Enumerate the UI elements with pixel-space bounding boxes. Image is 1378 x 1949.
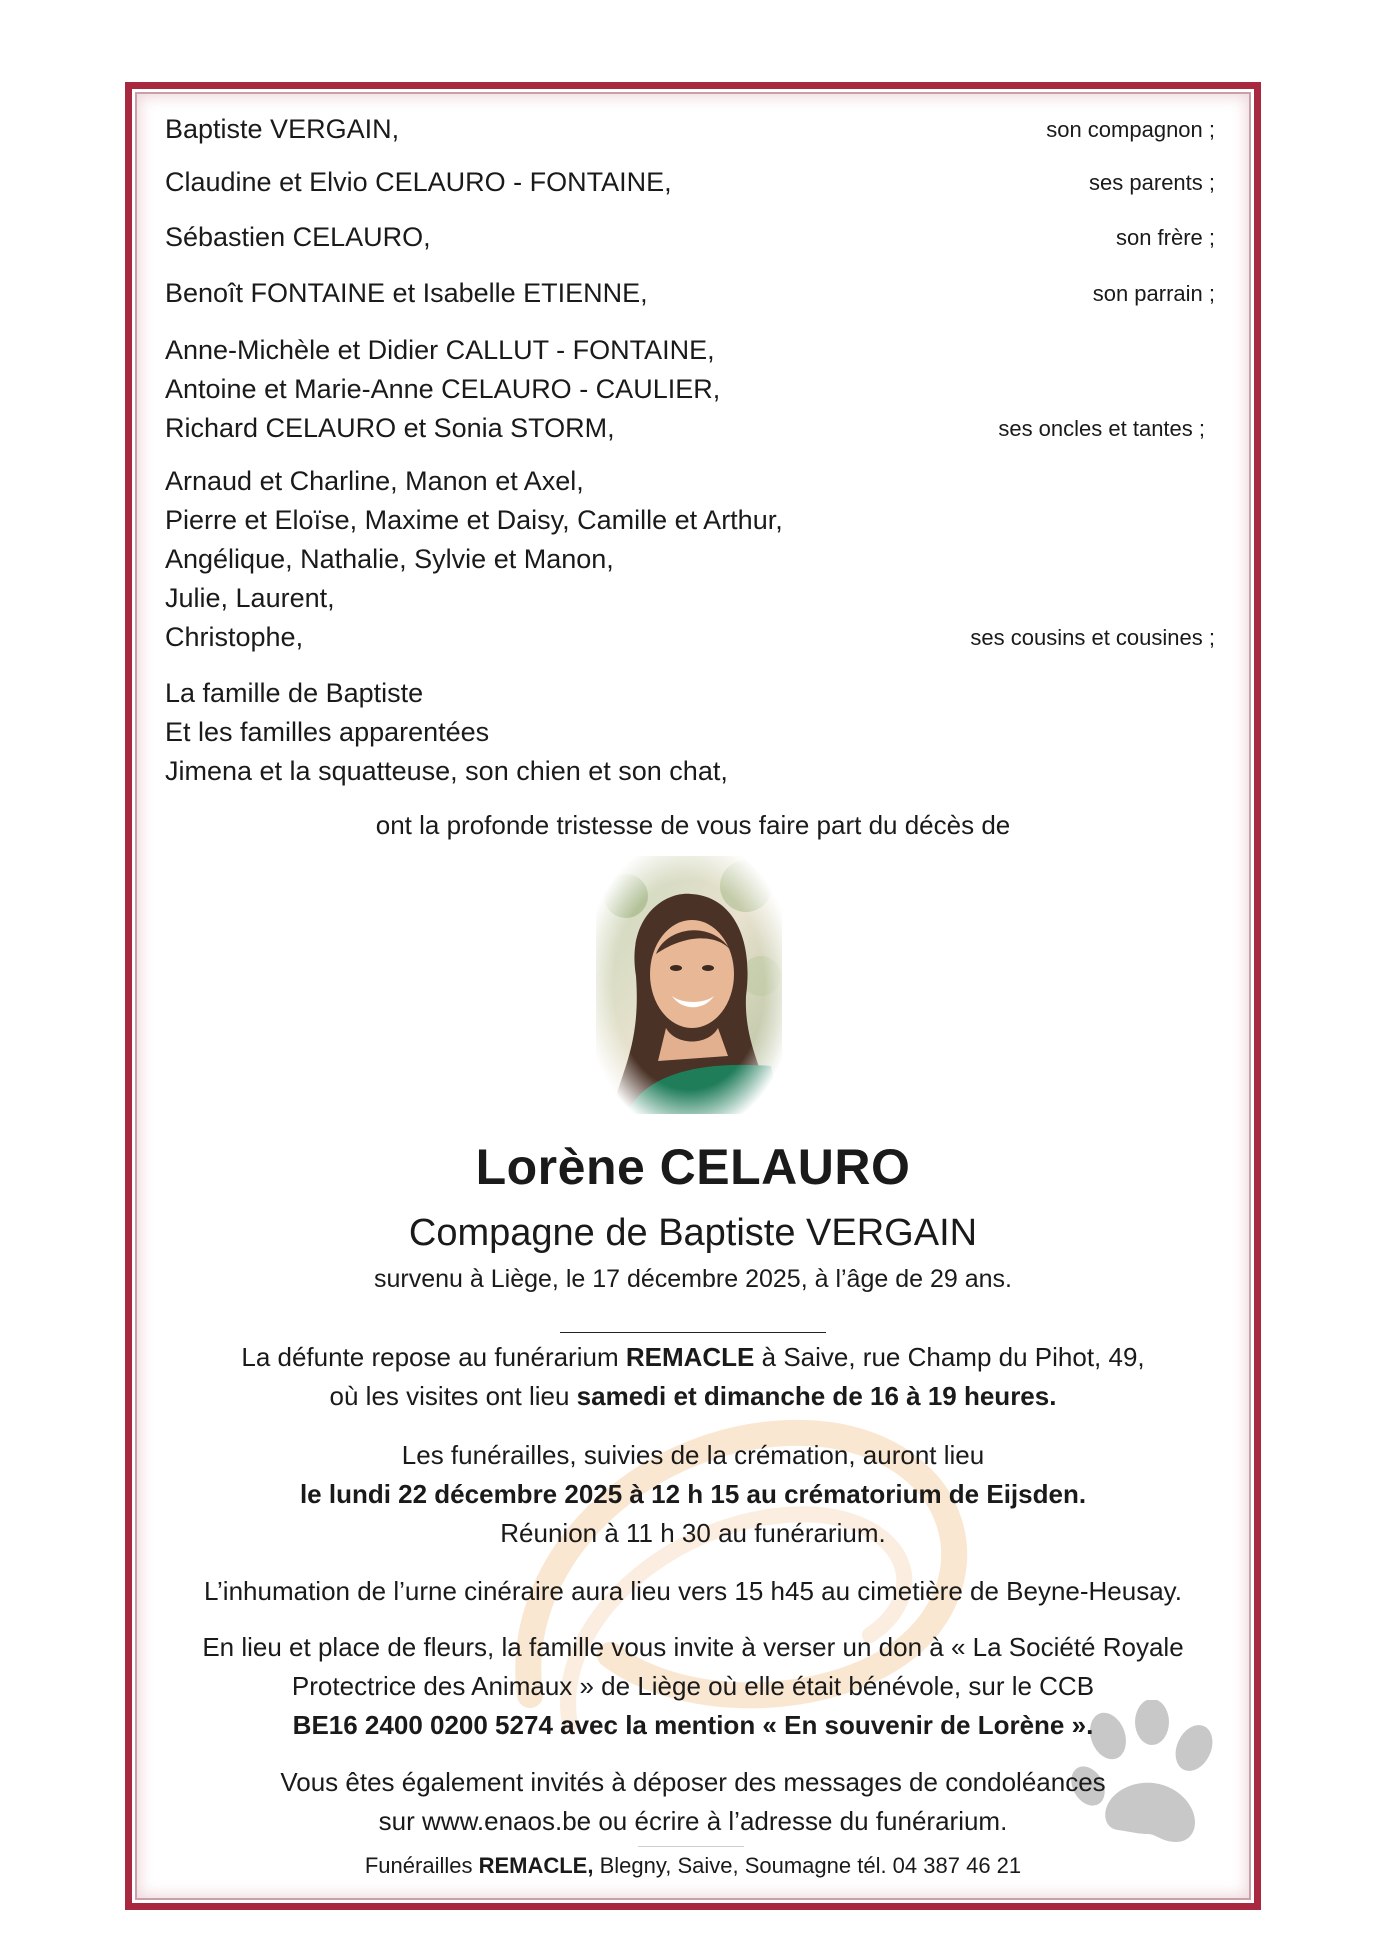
deceased-subtitle: Compagne de Baptiste VERGAIN: [408, 1212, 978, 1254]
family-name-line: Julie, Laurent,: [165, 583, 335, 613]
repose-paragraph: [125, 1338, 1261, 1416]
portrait-image: [596, 856, 782, 1114]
family-name-line: Claudine et Elvio CELAURO - FONTAINE,: [165, 167, 672, 197]
donation-line: Protectrice des Animaux » de Liège où elle était bénévole, sur le CCB: [291, 1671, 1095, 1701]
family-relation: ses cousins et cousines ;: [970, 625, 1215, 650]
portrait-photo: [596, 856, 782, 1114]
family-relation: son compagnon ;: [1046, 117, 1215, 142]
funeral-home-name: REMACLE: [625, 1342, 755, 1372]
family-name-line: Benoît FONTAINE et Isabelle ETIENNE,: [165, 278, 648, 308]
deceased-name: Lorène CELAURO: [475, 1139, 911, 1195]
donation-account: BE16 2400 0200 5274 avec la mention « En souvenir de Lorène ».: [292, 1710, 1094, 1740]
separator-line: [560, 1332, 826, 1333]
footer: [125, 1853, 1261, 1879]
family-name-line: Pierre et Eloïse, Maxime et Daisy, Camille et Arthur,: [165, 505, 783, 535]
family-name-line: Arnaud et Charline, Manon et Axel,: [165, 466, 584, 496]
family-row-others: [165, 674, 1215, 791]
funeral-meeting: Réunion à 11 h 30 au funérarium.: [500, 1518, 886, 1548]
repose-address: à Saive, rue Champ du Pihot, 49,: [754, 1342, 1145, 1372]
family-relation: ses oncles et tantes ;: [998, 416, 1205, 441]
funeral-intro: Les funérailles, suivies de la crémation, auront lieu: [401, 1440, 985, 1470]
family-relation: son frère ;: [1115, 225, 1215, 250]
footer-separator: [638, 1846, 744, 1847]
deceased-dates: survenu à Liège, le 17 décembre 2025, à l’âge de 29 ans.: [374, 1265, 1012, 1293]
family-relation: ses parents ;: [1089, 170, 1215, 195]
family-row-brother: [165, 218, 1215, 257]
family-row-cousins: [165, 462, 1215, 657]
family-name-line: Et les familles apparentées: [165, 717, 490, 747]
visits-text: où les visites ont lieu: [329, 1381, 577, 1411]
family-name-line: Richard CELAURO et Sonia STORM,: [165, 413, 615, 443]
footer-company: REMACLE,: [478, 1853, 594, 1878]
family-name-line: Anne-Michèle et Didier CALLUT - FONTAINE,: [165, 335, 715, 365]
family-relation: son parrain ;: [1092, 281, 1215, 306]
family-row-uncles-aunts: [165, 331, 1205, 448]
announcement-intro: ont la profonde tristesse de vous faire part du décès de: [375, 810, 1011, 840]
family-name-line: Antoine et Marie-Anne CELAURO - CAULIER,: [165, 374, 721, 404]
condolences-line: Vous êtes également invités à déposer des messages de condoléances: [280, 1767, 1106, 1797]
donation-line: En lieu et place de fleurs, la famille vous invite à verser un don à « La Société Royale: [202, 1632, 1184, 1662]
family-name-line: Baptiste VERGAIN,: [165, 114, 400, 144]
family-name-line: Jimena et la squatteuse, son chien et son chat,: [165, 756, 728, 786]
family-row-godfather: [165, 274, 1215, 313]
family-row-companion: [165, 110, 1215, 149]
condolences-paragraph: [125, 1763, 1261, 1841]
burial-paragraph: L’inhumation de l’urne cinéraire aura lieu vers 15 h45 au cimetière de Beyne-Heusay.: [204, 1576, 1182, 1606]
footer-text: Funérailles: [364, 1853, 479, 1878]
family-name-line: Christophe,: [165, 622, 304, 652]
funeral-paragraph: [125, 1436, 1261, 1553]
footer-contact: Blegny, Saive, Soumagne tél. 04 387 46 21: [593, 1853, 1022, 1878]
donation-paragraph: [125, 1628, 1261, 1745]
family-row-parents: [165, 163, 1215, 202]
condolences-line: sur www.enaos.be ou écrire à l’adresse du funérarium.: [378, 1806, 1008, 1836]
family-name-line: Angélique, Nathalie, Sylvie et Manon,: [165, 544, 614, 574]
funeral-date-place: le lundi 22 décembre 2025 à 12 h 15 au crématorium de Eijsden.: [299, 1479, 1087, 1509]
repose-text: La défunte repose au funérarium: [241, 1342, 626, 1372]
visits-hours: samedi et dimanche de 16 à 19 heures.: [576, 1381, 1057, 1411]
family-name-line: Sébastien CELAURO,: [165, 222, 431, 252]
family-name-line: La famille de Baptiste: [165, 678, 424, 708]
